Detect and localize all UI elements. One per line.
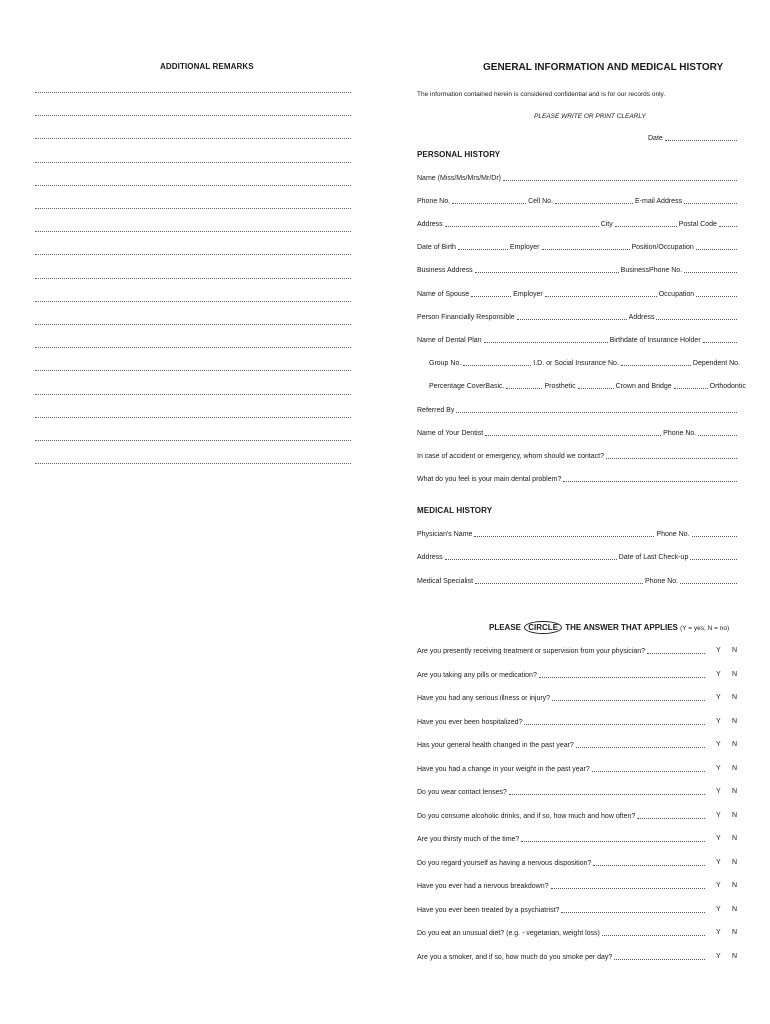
answer-no[interactable]: N: [732, 647, 738, 654]
question-text: Have you had a change in your weight in the past year?: [417, 765, 590, 773]
question-row: [417, 788, 707, 797]
email-label: E-mail Address: [635, 198, 683, 205]
question-text: Do you eat an unusual diet? (e.g. - vegetarian, weight loss): [417, 930, 600, 937]
physician-phone-label: Phone No.: [656, 531, 690, 538]
date-field[interactable]: [648, 134, 739, 143]
question-text: Have you had any serious illness or injury?: [417, 695, 551, 702]
remark-line[interactable]: [35, 347, 351, 348]
answer-no[interactable]: N: [732, 670, 738, 678]
prosthetic-label: Prosthetic: [544, 383, 576, 390]
basic-label: Basic.: [485, 383, 505, 390]
remark-line[interactable]: [35, 231, 351, 232]
additional-remarks-heading: ADDITIONAL REMARKS: [160, 62, 254, 71]
question-text: Are you presently receiving treatment or supervision from your physician?: [417, 648, 645, 655]
medical-address-label: Address: [417, 554, 443, 561]
last-checkup-label: Date of Last Check-up: [618, 554, 689, 561]
print-instruction: PLEASE WRITE OR PRINT CLEARLY: [534, 113, 646, 120]
question-text: Do you wear contact lenses?: [417, 789, 507, 796]
question-row: [417, 835, 707, 844]
specialist-phone-label: Phone No.: [645, 578, 679, 585]
question-text: Are you taking any pills or medication?: [417, 671, 537, 679]
group-label: Group No.: [429, 360, 462, 367]
dob-row[interactable]: [417, 243, 739, 252]
question-text: Do you consume alcoholic drinks, and if so, how much and how often?: [417, 812, 636, 820]
problem-row[interactable]: [417, 475, 739, 484]
question-row: [417, 718, 707, 727]
circle-instruction: [489, 621, 729, 634]
remark-line[interactable]: [35, 115, 351, 116]
remark-line[interactable]: [35, 138, 351, 139]
dentist-row[interactable]: [417, 429, 739, 438]
question-row: [417, 929, 707, 938]
cell-label: Cell No.: [528, 198, 553, 205]
yn-legend: (Y = yes; N = no): [680, 625, 730, 632]
question-text: Are you thirsty much of the time?: [417, 836, 520, 843]
question-row: [417, 694, 707, 703]
responsible-row[interactable]: [417, 313, 739, 322]
occupation-label: Occupation: [658, 291, 695, 298]
answer-no[interactable]: N: [732, 788, 738, 795]
business-address-label: Business Address: [417, 267, 473, 274]
employer-label: Employer: [509, 244, 540, 251]
remark-line[interactable]: [35, 254, 351, 255]
answer-no[interactable]: N: [732, 952, 738, 960]
remark-line[interactable]: [35, 417, 351, 418]
answer-yes[interactable]: Y: [716, 952, 721, 960]
question-text: Have you ever had a nervous breakdown?: [417, 883, 549, 890]
answer-yes[interactable]: Y: [716, 764, 721, 772]
circle-post: THE ANSWER THAT APPLIES: [565, 623, 678, 632]
answer-yes[interactable]: Y: [716, 811, 721, 819]
question-text: Has your general health changed in the past year?: [417, 742, 574, 749]
phone-label: Phone No.: [417, 198, 451, 205]
answer-yes[interactable]: Y: [716, 694, 721, 701]
spouse-row[interactable]: [417, 290, 739, 299]
dentist-phone-label: Phone No.: [663, 430, 697, 437]
circle-pre: PLEASE: [489, 623, 522, 632]
question-row: [417, 812, 707, 821]
problem-label: What do you feel is your main dental problem?: [417, 476, 562, 483]
answer-no[interactable]: N: [732, 764, 738, 772]
birthdate-holder-label: Birthdate of Insurance Holder: [609, 337, 701, 344]
question-text: Have you ever been hospitalized?: [417, 718, 523, 726]
answer-yes[interactable]: Y: [716, 670, 721, 678]
remark-line[interactable]: [35, 463, 351, 464]
answer-yes[interactable]: Y: [716, 717, 721, 725]
question-row: [417, 953, 707, 962]
answer-yes[interactable]: Y: [716, 882, 721, 889]
question-row: [417, 882, 707, 891]
responsible-label: Person Financially Responsible: [417, 314, 515, 321]
address-label: Address: [417, 221, 443, 228]
remark-line[interactable]: [35, 92, 351, 93]
group-row[interactable]: [429, 359, 739, 368]
answer-no[interactable]: N: [732, 741, 738, 748]
question-text: Are you a smoker, and if so, how much do you smoke per day?: [417, 953, 613, 961]
remark-line[interactable]: [35, 370, 351, 371]
personal-history-heading: PERSONAL HISTORY: [417, 150, 501, 159]
dependent-label: Dependent No.: [692, 360, 740, 367]
answer-no[interactable]: N: [732, 694, 738, 701]
address-row[interactable]: [417, 220, 739, 229]
remark-line[interactable]: [35, 185, 351, 186]
question-row: [417, 906, 707, 915]
phone-row[interactable]: [417, 197, 739, 206]
answer-yes[interactable]: Y: [716, 788, 721, 795]
answer-yes[interactable]: Y: [716, 858, 721, 866]
percentage-row[interactable]: [429, 382, 746, 391]
answer-yes[interactable]: Y: [716, 835, 721, 842]
form-title: GENERAL INFORMATION AND MEDICAL HISTORY: [483, 62, 724, 73]
answer-yes[interactable]: Y: [716, 647, 721, 654]
answer-no[interactable]: N: [732, 858, 738, 866]
dob-label: Date of Birth: [417, 244, 456, 251]
physician-row[interactable]: [417, 530, 739, 539]
emergency-row[interactable]: [417, 452, 739, 461]
position-label: Position/Occupation: [631, 244, 694, 251]
specialist-label: Medical Specialist: [417, 578, 474, 585]
city-label: City: [600, 221, 613, 228]
specialist-row[interactable]: [417, 577, 739, 586]
question-row: [417, 741, 707, 750]
circle-word: CIRCLE: [524, 621, 562, 634]
emergency-label: In case of accident or emergency, whom should we contact?: [417, 453, 605, 460]
responsible-address-label: Address: [628, 314, 655, 321]
medical-address-row[interactable]: [417, 553, 739, 562]
dental-plan-row[interactable]: [417, 336, 739, 345]
id-sin-label: I.D. or Social Insurance No.: [533, 360, 619, 367]
referred-row[interactable]: [417, 406, 739, 415]
ortho-label: Orthodontic: [709, 383, 746, 390]
remark-line[interactable]: [35, 440, 351, 441]
confidential-note: The information contained herein is considered confidential and is for our records only.: [417, 91, 666, 98]
question-text: Do you regard yourself as having a nervous disposition?: [417, 859, 592, 867]
question-row: [417, 671, 707, 680]
business-address-row[interactable]: [417, 266, 739, 275]
answer-yes[interactable]: Y: [716, 741, 721, 748]
remark-line[interactable]: [35, 394, 351, 395]
remark-line[interactable]: [35, 301, 351, 302]
dentist-label: Name of Your Dentist: [417, 430, 484, 437]
spouse-employer-label: Employer: [513, 291, 543, 298]
answer-yes[interactable]: Y: [716, 905, 721, 913]
name-label: Name (Miss/Ms/Mrs/Mr/Dr): [417, 175, 501, 182]
answer-yes[interactable]: Y: [716, 929, 721, 936]
percentage-label: Percentage Cover: [429, 383, 486, 390]
physician-label: Physician's Name: [417, 531, 473, 538]
referred-label: Referred By: [417, 407, 455, 414]
name-field[interactable]: [417, 174, 739, 183]
postal-label: Postal Code: [678, 221, 717, 228]
answer-no[interactable]: N: [732, 905, 738, 913]
remark-line[interactable]: [35, 324, 351, 325]
business-phone-label: BusinessPhone No.: [620, 267, 683, 274]
answer-no[interactable]: N: [732, 811, 738, 819]
answer-no[interactable]: N: [732, 929, 738, 936]
answer-no[interactable]: N: [732, 717, 738, 725]
dental-plan-label: Name of Dental Plan: [417, 337, 482, 344]
remark-line[interactable]: [35, 162, 351, 163]
question-row: [417, 765, 707, 774]
medical-history-heading: MEDICAL HISTORY: [417, 506, 493, 515]
crown-label: Crown and Bridge: [615, 383, 672, 390]
answer-no[interactable]: N: [732, 835, 738, 842]
date-label: Date: [648, 135, 663, 142]
question-row: [417, 647, 707, 656]
remark-line[interactable]: [35, 208, 351, 209]
remark-line[interactable]: [35, 278, 351, 279]
spouse-label: Name of Spouse: [417, 291, 470, 298]
answer-no[interactable]: N: [732, 882, 738, 889]
question-text: Have you ever been treated by a psychiatrist?: [417, 906, 560, 914]
question-row: [417, 859, 707, 868]
